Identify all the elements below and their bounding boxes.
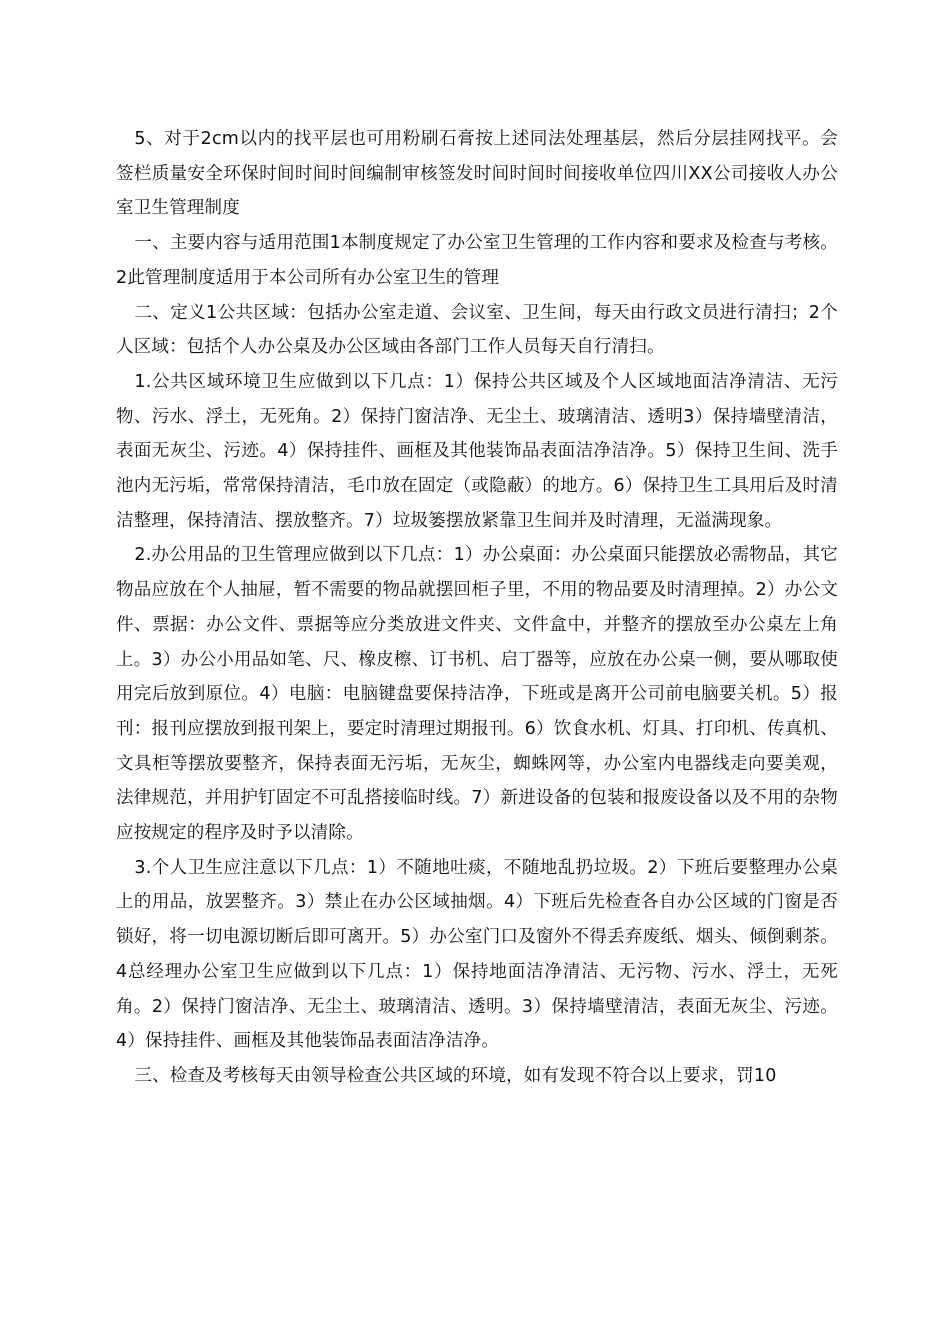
paragraph-personal-hygiene: 3.个人卫生应注意以下几点：1）不随地吐痰，不随地乱扔垃圾。2）下班后要整理办公桌上的用品，放罢整齐。3）禁止在办公区域抽烟。4）下班后先检查各自办公区域的门窗是否锁好，将一切电源切断后即可离开。5）办公室门口及窗外不得丢弃废纸、烟头、倾倒剩茶。4总经理办公室卫生应做到以下几点：1）保持地面洁净清洁、无污物、污水、浮土，无死角。2）保持门窗洁净、无尘土、玻璃清洁、透明。3）保持墙壁清洁，表面无灰尘、污迹。4）保持挂件、画框及其他装饰品表面洁净洁净。: [116, 857, 838, 1052]
paragraph-public-area-hygiene: 1.公共区域环境卫生应做到以下几点：1）保持公共区域及个人区域地面洁净清洁、无污物、污水、浮土，无死角。2）保持门窗洁净、无尘土、玻璃清洁、透明3）保持墙壁清洁，表面无灰尘、污迹。4）保持挂件、画框及其他装饰品表面洁净洁净。5）保持卫生间、洗手池内无污垢，常常保持清洁，毛巾放在固定（或隐蔽）的地方。6）保持卫生工具用后及时清洁整理，保持清洁、摆放整齐。7）垃圾篓摆放紧靠卫生间并及时清理，无溢满现象。: [116, 371, 838, 531]
paragraph-scope: 一、主要内容与适用范围1本制度规定了办公室卫生管理的工作内容和要求及检查与考核。2此管理制度适用于本公司所有办公室卫生的管理: [116, 233, 838, 288]
paragraph-inspection: 三、检查及考核每天由领导检查公共区域的环境，如有发现不符合以上要求，罚10: [134, 1065, 777, 1086]
document-body: [116, 122, 838, 1094]
paragraph-office-supplies-hygiene: 2.办公用品的卫生管理应做到以下几点：1）办公桌面：办公桌面只能摆放必需物品，其它物品应放在个人抽屉，暂不需要的物品就摆回柜子里，不用的物品要及时清理掉。2）办公文件、票据：办公文件、票据等应分类放进文件夹、文件盒中，并整齐的摆放至办公桌左上角上。3）办公小用品如笔、尺、橡皮檫、订书机、启丁器等，应放在办公桌一侧，要从哪取使用完后放到原位。4）电脑：电脑键盘要保持洁净，下班或是离开公司前电脑要关机。5）报刊：报刊应摆放到报刊架上，要定时清理过期报刊。6）饮食水机、灯具、打印机、传真机、文具柜等摆放要整齐，保持表面无污垢，无灰尘，蜘蛛网等，办公室内电器线走向要美观，法律规范，并用护钉固定不可乱搭接临时线。7）新进设备的包装和报废设备以及不用的杂物应按规定的程序及时予以清除。: [116, 545, 838, 844]
paragraph-definitions: 二、定义1公共区域：包括办公室走道、会议室、卫生间，每天由行政文员进行清扫；2个人区域：包括个人办公桌及办公区域由各部门工作人员每天自行清扫。: [116, 302, 838, 358]
paragraph-plastering-and-signoff: 5、对于2cm以内的找平层也可用粉刷石膏按上述同法处理基层，然后分层挂网找平。会签栏质量安全环保时间时间时间编制审核签发时间时间时间接收单位四川XX公司接收人办公室卫生管理制度: [116, 129, 838, 219]
